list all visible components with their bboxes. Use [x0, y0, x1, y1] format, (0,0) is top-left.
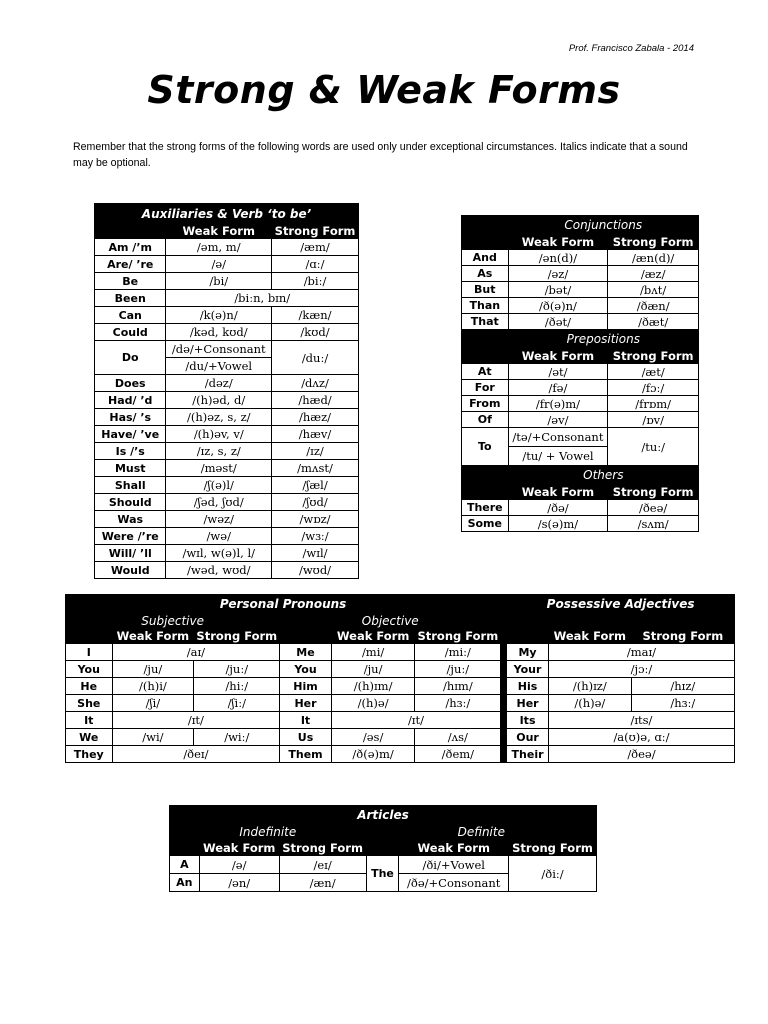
header-row [462, 349, 699, 364]
author-credit: Prof. Francisco Zabala - 2014 [568, 43, 694, 54]
header-row [462, 485, 699, 500]
word-label: Than [462, 298, 509, 314]
header-blank [95, 224, 166, 239]
ipa-weak: /ə/ [166, 256, 272, 273]
word-label: He [66, 678, 113, 695]
header-blank [462, 485, 509, 500]
word-label: She [66, 695, 113, 712]
header-row [462, 216, 699, 235]
column-header-strong: Strong Form [279, 840, 366, 856]
word-label: Shall [95, 477, 166, 494]
header-blank [462, 330, 509, 349]
table-row [66, 712, 735, 729]
word-label: Been [95, 290, 166, 307]
ipa-strong: /kʊd/ [272, 324, 359, 341]
ipa-weak: /(h)əd, d/ [166, 392, 272, 409]
ipa-merged: /ðeɪ/ [112, 746, 280, 763]
header-row [66, 614, 735, 629]
ipa-weak: /dəz/ [166, 375, 272, 392]
ipa-strong: /frɒm/ [608, 396, 699, 412]
table-row [95, 392, 359, 409]
table-row [66, 678, 735, 695]
ipa-weak: /s(ə)m/ [508, 516, 608, 532]
ipa-strong: /hæv/ [272, 426, 359, 443]
ipa-merged: /jɔː/ [548, 661, 734, 678]
column-header-weak: Weak Form [199, 840, 279, 856]
header-blank [366, 840, 399, 856]
ipa-weak: /ju/ [112, 661, 194, 678]
header-row [95, 204, 359, 224]
table-row [95, 494, 359, 511]
ipa-strong: /ɒv/ [608, 412, 699, 428]
header-blank [66, 629, 113, 644]
table-row [66, 661, 735, 678]
column-header-strong: Strong Form [272, 224, 359, 239]
definite-caption: Definite [366, 824, 596, 840]
word-label: Must [95, 460, 166, 477]
ipa-merged: /ðeə/ [548, 746, 734, 763]
ipa-weak: /(h)əz, s, z/ [166, 409, 272, 426]
ipa-weak: /tu/ + Vowel [508, 447, 608, 466]
ipa-strong: /æm/ [272, 239, 359, 256]
ipa-strong: /hɪz/ [631, 678, 734, 695]
ipa-weak: /du/+Vowel [166, 358, 272, 375]
ipa-strong: /fɔː/ [608, 380, 699, 396]
word-label: Me [280, 644, 331, 661]
ipa-weak: /ð(ə)m/ [331, 746, 415, 763]
header-row [170, 824, 597, 840]
ipa-weak: /(h)ɪm/ [331, 678, 415, 695]
column-header-weak: Weak Form [166, 224, 272, 239]
ipa-strong: /hiː/ [194, 678, 280, 695]
word-label: There [462, 500, 509, 516]
table-row [462, 298, 699, 314]
word-label: To [462, 428, 509, 466]
ipa-weak: /wə/ [166, 528, 272, 545]
subjective-caption: Subjective [66, 614, 280, 629]
ipa-strong: /wiː/ [194, 729, 280, 746]
table-caption: Articles [170, 806, 597, 824]
section-caption: Prepositions [508, 330, 698, 349]
table-row [170, 856, 597, 874]
header-row [95, 224, 359, 239]
ipa-weak: /əs/ [331, 729, 415, 746]
ipa-strong: /wɜː/ [272, 528, 359, 545]
word-label: Us [280, 729, 331, 746]
ipa-weak: /kəd, kʊd/ [166, 324, 272, 341]
word-label: Should [95, 494, 166, 511]
word-label: You [280, 661, 331, 678]
ipa-strong: /kæn/ [272, 307, 359, 324]
ipa-strong: /ðæt/ [608, 314, 699, 330]
header-row [66, 629, 735, 644]
column-header-strong: Strong Form [415, 629, 501, 644]
word-label: I [66, 644, 113, 661]
header-blank [462, 235, 509, 250]
table-row [66, 695, 735, 712]
word-label: The [366, 856, 399, 892]
ipa-weak: /əv/ [508, 412, 608, 428]
column-header-weak: Weak Form [508, 349, 608, 364]
word-label: For [462, 380, 509, 396]
ipa-merged: /a(ʊ)ə, ɑː/ [548, 729, 734, 746]
ipa-weak: /(h)ə/ [331, 695, 415, 712]
ipa-merged: /ɪts/ [548, 712, 734, 729]
ipa-strong: /biː/ [272, 273, 359, 290]
ipa-weak: /ðə/ [508, 500, 608, 516]
ipa-strong: /ɑː/ [272, 256, 359, 273]
ipa-strong: /bʌt/ [608, 282, 699, 298]
ipa-strong: /æt/ [608, 364, 699, 380]
table-row [462, 516, 699, 532]
word-label: Am /’m [95, 239, 166, 256]
column-header-weak: Weak Form [399, 840, 509, 856]
ipa-merged: /aɪ/ [112, 644, 280, 661]
word-label: Will/ ’ll [95, 545, 166, 562]
table-row [95, 443, 359, 460]
ipa-weak: /tə/+Consonant [508, 428, 608, 447]
header-row [462, 330, 699, 349]
column-header-weak: Weak Form [548, 629, 631, 644]
ipa-strong: /wɪl/ [272, 545, 359, 562]
conjunctions-prepositions-table [461, 215, 699, 532]
word-label: And [462, 250, 509, 266]
table-row [95, 511, 359, 528]
word-label: Her [507, 695, 549, 712]
column-header-strong: Strong Form [509, 840, 597, 856]
word-label: Was [95, 511, 166, 528]
ipa-strong: /dʌz/ [272, 375, 359, 392]
column-header-strong: Strong Form [608, 485, 699, 500]
header-blank [462, 349, 509, 364]
table-row [462, 314, 699, 330]
ipa-weak: /(h)əv, v/ [166, 426, 272, 443]
ipa-weak: /ðət/ [508, 314, 608, 330]
ipa-weak: /ʃi/ [112, 695, 194, 712]
word-label: Is /’s [95, 443, 166, 460]
ipa-weak: /də/+Consonant [166, 341, 272, 358]
header-blank [507, 629, 549, 644]
ipa-weak: /fə/ [508, 380, 608, 396]
ipa-strong: /hɜː/ [415, 695, 501, 712]
table-row [95, 324, 359, 341]
word-label: As [462, 266, 509, 282]
word-label: Does [95, 375, 166, 392]
ipa-strong: /æn(d)/ [608, 250, 699, 266]
word-label: Our [507, 729, 549, 746]
table-row [462, 396, 699, 412]
ipa-weak: /əz/ [508, 266, 608, 282]
ipa-strong: /juː/ [194, 661, 280, 678]
column-header-strong: Strong Form [608, 349, 699, 364]
header-blank [280, 629, 331, 644]
table-row [95, 307, 359, 324]
ipa-strong: /hɜː/ [631, 695, 734, 712]
ipa-merged: /ɪt/ [331, 712, 500, 729]
table-row [95, 273, 359, 290]
ipa-strong: /miː/ [415, 644, 501, 661]
ipa-weak: /fr(ə)m/ [508, 396, 608, 412]
ipa-weak: /k(ə)n/ [166, 307, 272, 324]
ipa-weak: /ði/+Vowel [399, 856, 509, 874]
ipa-strong: /duː/ [272, 341, 359, 375]
page-title: Strong & Weak Forms [147, 68, 621, 112]
word-label: Can [95, 307, 166, 324]
ipa-strong: /hæd/ [272, 392, 359, 409]
word-label: Him [280, 678, 331, 695]
header-row [462, 466, 699, 485]
ipa-strong: /ðæn/ [608, 298, 699, 314]
word-label: Them [280, 746, 331, 763]
ipa-strong: /tuː/ [608, 428, 699, 466]
header-row [170, 806, 597, 824]
table-row [66, 729, 735, 746]
column-header-weak: Weak Form [331, 629, 415, 644]
ipa-strong: /æz/ [608, 266, 699, 282]
auxiliaries-table [94, 203, 359, 579]
ipa-weak: /(h)ɪz/ [548, 678, 631, 695]
header-blank [170, 840, 200, 856]
ipa-strong: /ʌs/ [415, 729, 501, 746]
ipa-weak: /wɪl, w(ə)l, l/ [166, 545, 272, 562]
word-label: We [66, 729, 113, 746]
indefinite-caption: Indefinite [170, 824, 367, 840]
table-caption: Personal Pronouns [66, 595, 501, 614]
ipa-weak: /ðə/+Consonant [399, 874, 509, 892]
word-label: Are/ ’re [95, 256, 166, 273]
header-blank [462, 466, 509, 485]
word-label: A [170, 856, 200, 874]
ipa-weak: /əm, m/ [166, 239, 272, 256]
word-label: An [170, 874, 200, 892]
column-header-strong: Strong Form [631, 629, 734, 644]
ipa-weak: /mi/ [331, 644, 415, 661]
word-label: Of [462, 412, 509, 428]
ipa-weak: /(h)i/ [112, 678, 194, 695]
ipa-weak: /ən/ [199, 874, 279, 892]
ipa-weak: /wəd, wʊd/ [166, 562, 272, 579]
column-header-strong: Strong Form [608, 235, 699, 250]
ipa-strong: /eɪ/ [279, 856, 366, 874]
word-label: Had/ ’d [95, 392, 166, 409]
section-caption: Others [508, 466, 698, 485]
column-header-weak: Weak Form [508, 485, 608, 500]
table-row [95, 562, 359, 579]
pronouns-table [65, 594, 735, 763]
table-row [95, 341, 359, 358]
ipa-merged: /biːn, bɪn/ [166, 290, 359, 307]
table-row [462, 364, 699, 380]
table-row [462, 250, 699, 266]
ipa-weak: /(h)ə/ [548, 695, 631, 712]
ipa-strong: /wʊd/ [272, 562, 359, 579]
ipa-weak: /ət/ [508, 364, 608, 380]
table-row [95, 290, 359, 307]
ipa-strong: /wɒz/ [272, 511, 359, 528]
table-row [95, 239, 359, 256]
ipa-merged: /maɪ/ [548, 644, 734, 661]
ipa-strong: /juː/ [415, 661, 501, 678]
ipa-weak: /bət/ [508, 282, 608, 298]
ipa-weak: /ə/ [199, 856, 279, 874]
word-label: It [66, 712, 113, 729]
table-row [462, 282, 699, 298]
word-label: At [462, 364, 509, 380]
table-row [95, 375, 359, 392]
table-caption: Possessive Adjectives [507, 595, 735, 614]
ipa-weak: /ən(d)/ [508, 250, 608, 266]
word-label: Its [507, 712, 549, 729]
header-row [170, 840, 597, 856]
word-label: Were /’re [95, 528, 166, 545]
word-label: Do [95, 341, 166, 375]
word-label: You [66, 661, 113, 678]
table-row [95, 256, 359, 273]
column-header-strong: Strong Form [194, 629, 280, 644]
table-row [95, 528, 359, 545]
header-blank [462, 216, 509, 235]
ipa-weak: /ʃəd, ʃʊd/ [166, 494, 272, 511]
ipa-weak: /ju/ [331, 661, 415, 678]
word-label: Her [280, 695, 331, 712]
word-label: My [507, 644, 549, 661]
column-header-weak: Weak Form [112, 629, 194, 644]
word-label: His [507, 678, 549, 695]
ipa-weak: /məst/ [166, 460, 272, 477]
ipa-strong: /ðeə/ [608, 500, 699, 516]
ipa-strong: /ɪz/ [272, 443, 359, 460]
word-label: Have/ ’ve [95, 426, 166, 443]
intro-paragraph: Remember that the strong forms of the following words are used only under exceptional circumstances. Italics indicate that a sound may be optional. [73, 141, 688, 169]
table-row [462, 380, 699, 396]
ipa-strong: /hɪm/ [415, 678, 501, 695]
word-label: It [280, 712, 331, 729]
word-label: From [462, 396, 509, 412]
word-label: Some [462, 516, 509, 532]
ipa-strong: /ðem/ [415, 746, 501, 763]
ipa-strong: /æn/ [279, 874, 366, 892]
ipa-strong: /sʌm/ [608, 516, 699, 532]
ipa-weak: /ʃ(ə)l/ [166, 477, 272, 494]
ipa-weak: /wəz/ [166, 511, 272, 528]
ipa-strong: /mʌst/ [272, 460, 359, 477]
ipa-merged: /ɪt/ [112, 712, 280, 729]
word-label: Could [95, 324, 166, 341]
articles-table [169, 805, 597, 892]
word-label: Be [95, 273, 166, 290]
ipa-weak: /wi/ [112, 729, 194, 746]
ipa-strong: /ʃʊd/ [272, 494, 359, 511]
word-label: Your [507, 661, 549, 678]
table-row [66, 644, 735, 661]
header-row [462, 235, 699, 250]
word-label: Has/ ’s [95, 409, 166, 426]
table-row [95, 409, 359, 426]
ipa-strong: /ðiː/ [509, 856, 597, 892]
ipa-strong: /ʃiː/ [194, 695, 280, 712]
header-row [66, 595, 735, 614]
ipa-weak: /bi/ [166, 273, 272, 290]
table-row [462, 428, 699, 447]
table-row [95, 460, 359, 477]
section-caption: Conjunctions [508, 216, 698, 235]
table-row [95, 545, 359, 562]
table-row [462, 412, 699, 428]
word-label: Their [507, 746, 549, 763]
table-row [66, 746, 735, 763]
column-header-weak: Weak Form [508, 235, 608, 250]
word-label: That [462, 314, 509, 330]
header-blank [507, 614, 735, 629]
table-row [95, 477, 359, 494]
table-caption: Auxiliaries & Verb ‘to be’ [95, 204, 359, 224]
ipa-weak: /ð(ə)n/ [508, 298, 608, 314]
ipa-strong: /ʃæl/ [272, 477, 359, 494]
word-label: But [462, 282, 509, 298]
table-row [462, 266, 699, 282]
table-row [462, 500, 699, 516]
ipa-strong: /hæz/ [272, 409, 359, 426]
objective-caption: Objective [280, 614, 501, 629]
word-label: They [66, 746, 113, 763]
ipa-weak: /ɪz, s, z/ [166, 443, 272, 460]
table-row [95, 426, 359, 443]
word-label: Would [95, 562, 166, 579]
